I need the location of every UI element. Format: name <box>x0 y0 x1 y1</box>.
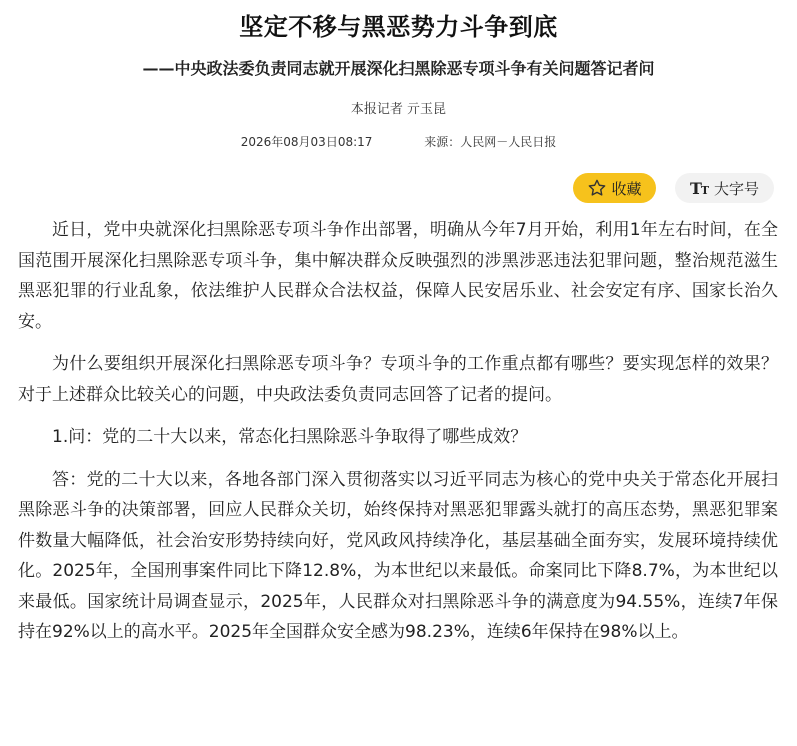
text-size-icon: TT <box>689 178 709 198</box>
article-title: 坚定不移与黑恶势力斗争到底 <box>239 13 558 41</box>
paragraph: 1.问：党的二十大以来，常态化扫黑除恶斗争取得了哪些成效？ <box>52 427 528 447</box>
paragraph: 近日，党中央就深化扫黑除恶专项斗争作出部署，明确从今年7月开始，利用1年左右时间，在全国范围开展深化扫黑除恶专项斗争，集中解决群众反映强烈的涉黑涉恶违法犯罪问题，整治规范滋生黑恶犯罪的行业乱象，依法维护人民群众合法权益，保障人民安居乐业、社会安定有序、国家长治久安。 <box>18 220 778 332</box>
favorite-label: 收藏 <box>611 179 642 198</box>
article-body <box>18 215 778 660</box>
font-size-label: 大字号 <box>714 179 760 198</box>
article-meta <box>0 132 797 152</box>
article-subtitle: ——中央政法委负责同志就开展深化扫黑除恶专项斗争有关问题答记者问 <box>142 59 655 78</box>
font-size-button[interactable] <box>675 173 774 203</box>
star-icon <box>587 178 607 198</box>
paragraph: 答：党的二十大以来，各地各部门深入贯彻落实以习近平同志为核心的党中央关于常态化开展扫黑除恶斗争的决策部署，回应人民群众关切，始终保持对黑恶犯罪露头就打的高压态势，黑恶犯罪案件数量大幅降低，社会治安形势持续向好，党风政风持续净化，基层基础全面夯实，发展环境持续优化。2025年，全国刑事案件同比下降12.8%，为本世纪以来最低。命案同比下降8.7%，为本世纪以来最低。国家统计局调查显示，2025年，人民群众对扫黑除恶斗争的满意度为94.55%，连续7年保持在92%以上的高水平。2025年全国群众安全感为98.23%，连续6年保持在98%以上。 <box>18 469 778 642</box>
reporter-byline: 本报记者 亓玉昆 <box>350 102 447 117</box>
favorite-button[interactable] <box>573 173 656 203</box>
article-source: 来源：人民网－人民日报 <box>424 135 557 149</box>
publish-date: 2026年08月03日08:17 <box>240 135 373 149</box>
article-actions <box>0 173 797 205</box>
paragraph: 为什么要组织开展深化扫黑除恶专项斗争？专项斗争的工作重点都有哪些？要实现怎样的效果？对于上述群众比较关心的问题，中央政法委负责同志回答了记者的提问。 <box>18 354 778 405</box>
